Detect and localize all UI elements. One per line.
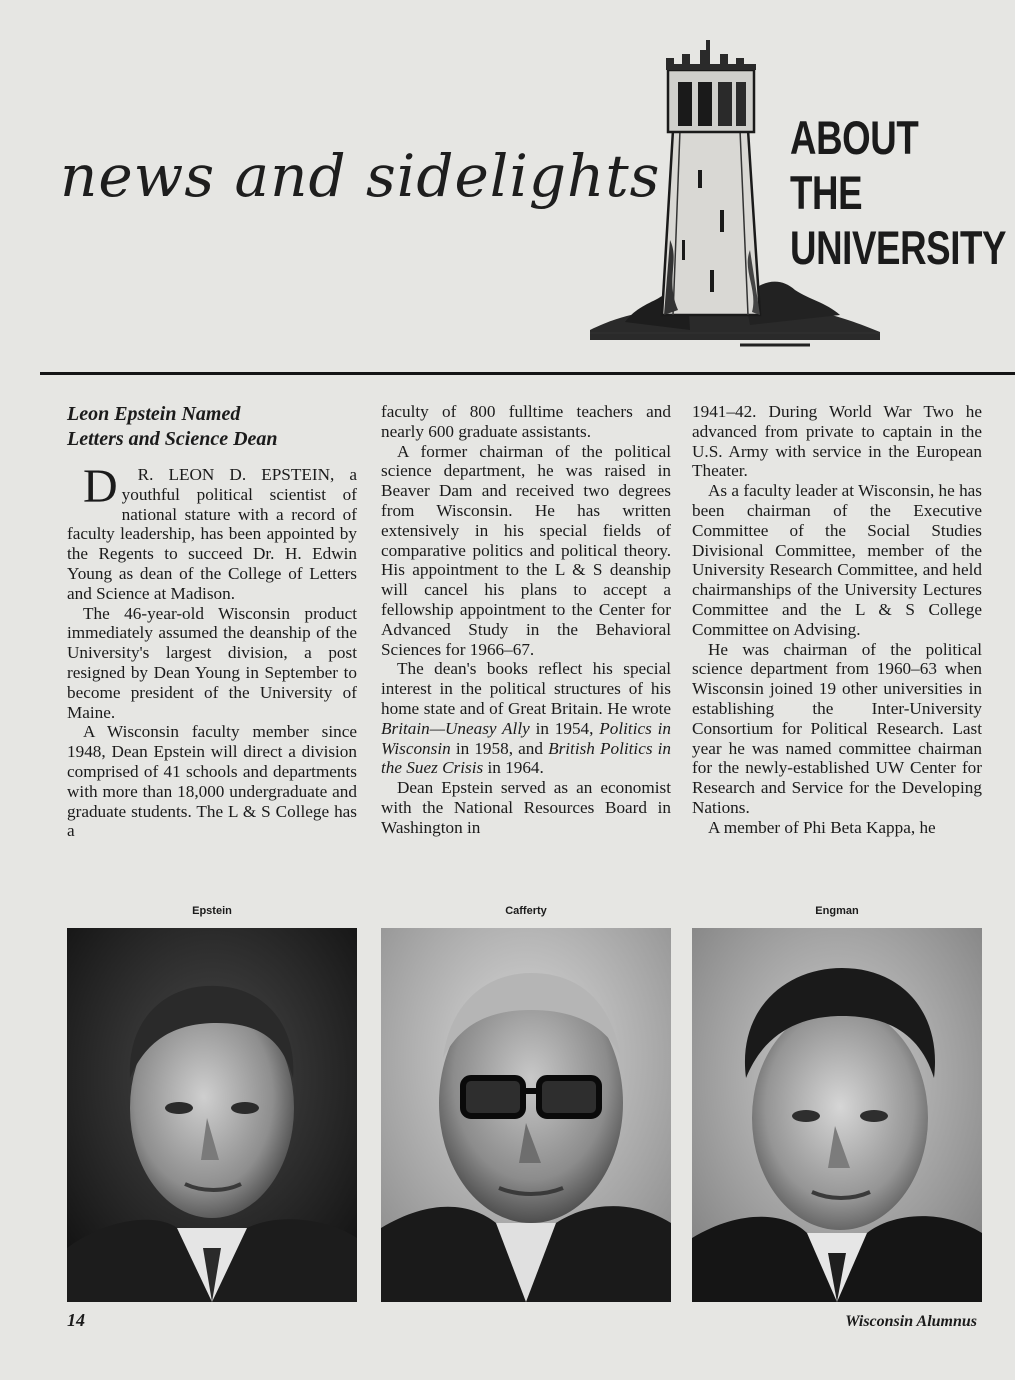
paragraph-books [381,659,671,778]
headline-line: Leon Epstein Named [67,403,241,425]
header-rule [40,372,1015,375]
portrait-photo-cafferty [381,928,671,1302]
paragraph: The 46-year-old Wisconsin product immediately assumed the deanship of the University's largest division, a post resigned by Dean Young in September to become president of the University of Maine. [67,603,357,722]
text-run: in 1958, and [450,738,549,758]
lead-paragraph [67,460,357,604]
portrait-photo-engman [692,928,982,1302]
headline-line: Letters and Science Dean [67,428,278,450]
about-line: UNIVERSITY [790,221,1007,274]
paragraph: Dean Epstein served as an economist with the National Resources Board in Washington in [381,778,671,837]
page-number: 14 [67,1310,85,1330]
paragraph: A member of Phi Beta Kappa, he [708,817,936,837]
article-column-2 [381,402,671,838]
book-title: British Politics in the Suez Crisis [381,738,671,778]
drop-cap: D [83,460,118,513]
paragraph: He was chairman of the political science department from 1960–63 when Wisconsin joined 19 other universities in establishing the Inter-University Consortium for Political Research. Last year he was named committee chairman for the newly-established UW Center for Research and Service for the Developing Nations. [692,639,982,817]
book-title: Britain—Uneasy Ally [381,718,530,738]
article-column-1 [67,402,357,841]
paragraph: 1941–42. During World War Two he advanced from private to captain in the U.S. Army with service in the European Theater. [692,402,982,481]
photo-caption-epstein: Epstein [192,905,232,917]
photo-caption-cafferty: Cafferty [505,905,547,917]
text-run: in 1954, [529,718,600,738]
about-line: ABOUT [790,111,919,164]
book-title: Politics in Wisconsin [381,718,671,758]
paragraph: faculty of 800 fulltime teachers and nearly 600 graduate assistants. [381,402,671,441]
about-line: THE [790,166,863,219]
paragraph: A Wisconsin faculty member since 1948, Dean Epstein will direct a division comprised of 41 schools and departments with more than 18,000 undergraduate and graduate students. The L & S College has a [67,722,357,841]
paragraph: As a faculty leader at Wisconsin, he has been chairman of the Executive Committee of the Social Studies Divisional Committee, member of the University Research Committee, and held chairmanships of the University Lectures Committee and the L & S College Committee on Advising. [692,481,982,639]
text-run: in 1964. [483,758,544,778]
paragraph: A former chairman of the political science department, he was raised in Beaver Dam and received two degrees from Wisconsin. He has written extensively in his special fields of comparative politics and political theory. His appointment to the L & S deanship will cancel his plans to accept a fellowship appointment to the Center for Advanced Study in the Behavioral Sciences for 1966–67. [381,441,671,659]
photo-caption-engman: Engman [815,905,859,917]
portrait-photo-epstein [67,928,357,1302]
about-the-university [790,110,1006,275]
masthead [0,0,1015,380]
lead-text: R. LEON D. EPSTEIN, a youthful political scientist of national stature with a record of faculty leadership, has been appointed by the Regents to succeed Dr. H. Edwin Young as dean of the College of Letters and Science at Madison. [67,465,357,603]
magazine-name: Wisconsin Alumnus [845,1313,977,1330]
text-run: The dean's books reflect his special interest in the political structures of his home state and of Great Britain. He wrote [381,659,671,718]
article-column-3 [692,402,982,838]
section-title: news and sidelights [60,142,661,210]
article-headline [67,402,357,452]
